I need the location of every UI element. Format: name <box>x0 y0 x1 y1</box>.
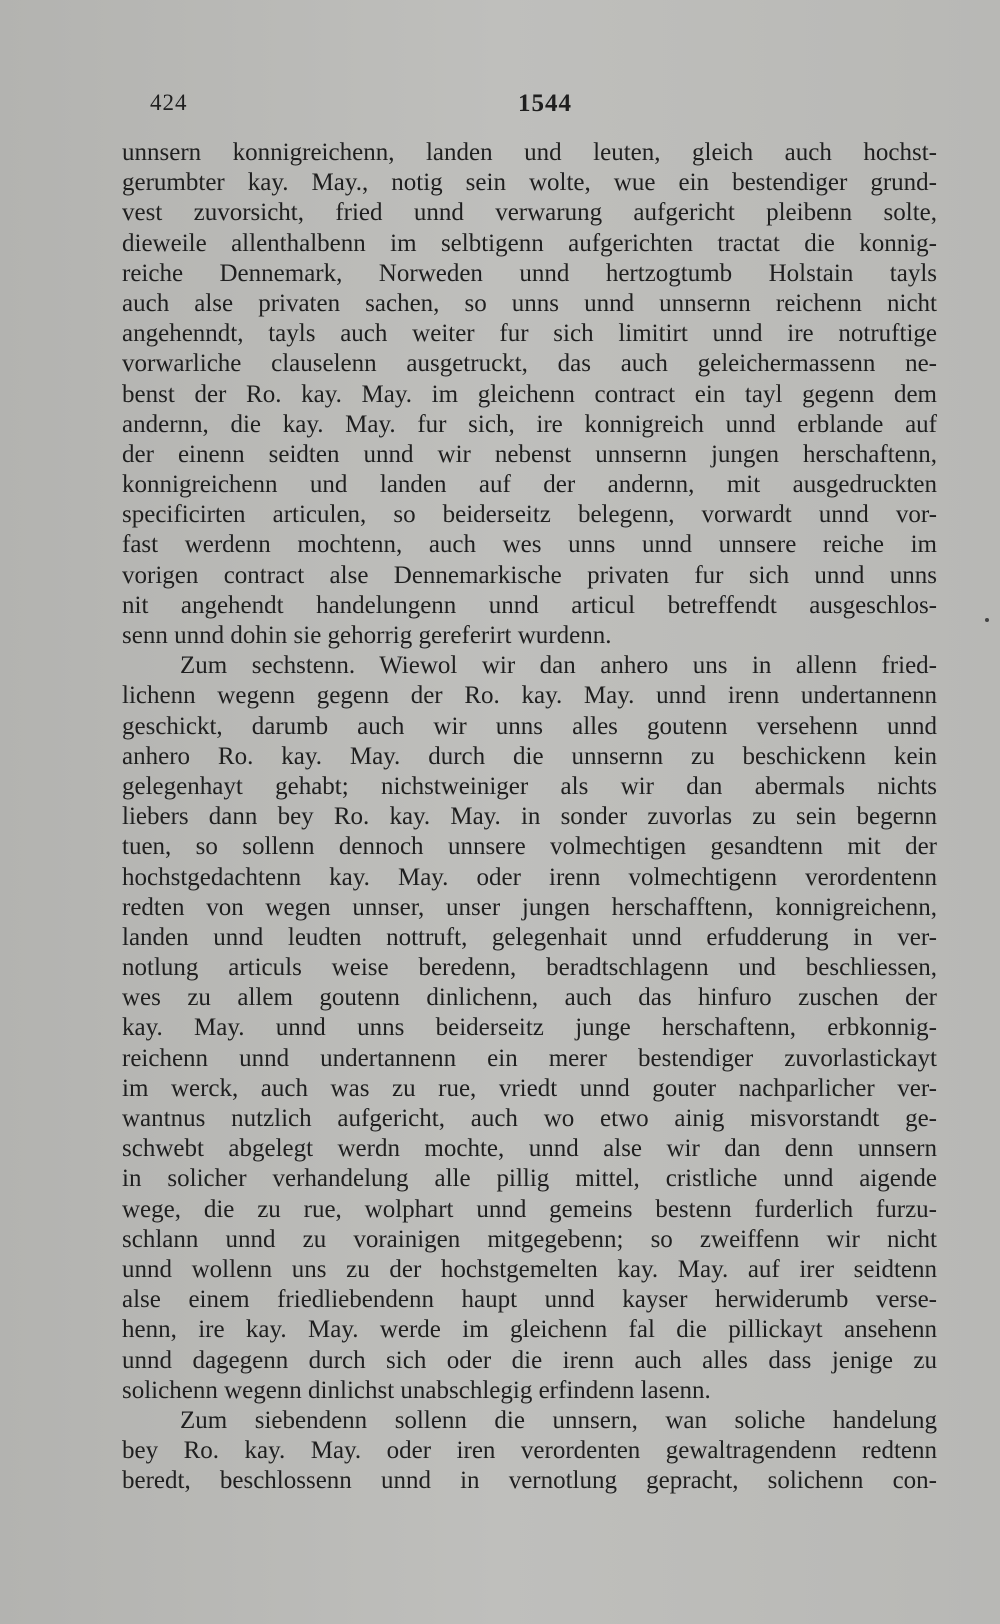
text-line: gelegenhayt gehabt; nichstweiniger als wir dan abermals nichts <box>122 772 937 800</box>
text-line: henn, ire kay. May. werde im gleichenn fal die pillickayt ansehenn <box>122 1316 937 1344</box>
text-line: geschickt, darumb auch wir unns alles goutenn versehenn unnd <box>122 712 937 740</box>
text-line: dieweile allenthalbenn im selbtigenn aufgerichten tractat die konnig- <box>122 229 937 257</box>
text-line: liebers dann bey Ro. kay. May. in sonder zuvorlas zu sein begernn <box>122 803 937 831</box>
text-line: kay. May. unnd unns beiderseitz junge herschaftenn, erbkonnig- <box>122 1014 937 1042</box>
text-line: nit angehendt handelungenn unnd articul betreffendt ausgeschlos- <box>122 591 937 619</box>
text-line: landen unnd leudten nottruft, gelegenhait unnd erfudderung in ver- <box>122 923 937 951</box>
text-line: bey Ro. kay. May. oder iren verordenten gewaltragendenn redtenn <box>122 1437 937 1465</box>
text-line: im werck, auch was zu rue, vriedt unnd gouter nachparlicher ver- <box>122 1074 937 1102</box>
text-line: vest zuvorsicht, fried unnd verwarung aufgericht pleibenn solte, <box>122 199 937 227</box>
page-header <box>150 90 940 126</box>
text-line: vorwarliche clauselenn ausgetruckt, das auch geleichermassenn ne- <box>122 350 937 378</box>
page-number: 424 <box>150 90 188 115</box>
body-text <box>122 138 937 1496</box>
text-line: notlung articuls weise beredenn, beradtschlagenn und beschliessen, <box>122 954 937 982</box>
text-line: fast werdenn mochtenn, auch wes unns unnd unnsere reiche im <box>122 531 937 559</box>
text-line: auch alse privaten sachen, so unns unnd unnsernn reichenn nicht <box>122 289 937 317</box>
text-line: anhero Ro. kay. May. durch die unnsernn zu beschickenn kein <box>122 742 937 770</box>
text-line: tuen, so sollenn dennoch unnsere volmechtigen gesandtenn mit der <box>122 833 937 861</box>
text-line: unnd wollenn uns zu der hochstgemelten kay. May. auf irer seidtenn <box>122 1255 937 1283</box>
text-line: lichenn wegenn gegenn der Ro. kay. May. unnd irenn undertannenn <box>122 682 937 710</box>
text-line: in solicher verhandelung alle pillig mittel, cristliche unnd aigende <box>122 1165 937 1193</box>
text-line: solichenn wegenn dinlichst unabschlegig erfindenn lasenn. <box>122 1376 711 1404</box>
text-line: schlann unnd zu vorainigen mitgegebenn; so zweiffenn wir nicht <box>122 1225 937 1253</box>
text-line: hochstgedachtenn kay. May. oder irenn volmechtigenn verordentenn <box>122 863 937 891</box>
text-line: wantnus nutzlich aufgericht, auch wo etwo ainig misvorstandt ge- <box>122 1105 937 1132</box>
text-line: reiche Dennemark, Norweden unnd hertzogtumb Holstain tayls <box>122 259 937 287</box>
text-line: angehenndt, tayls auch weiter fur sich limitirt unnd ire notruftige <box>122 320 937 348</box>
text-line: unnd dagegenn durch sich oder die irenn auch alles dass jenige zu <box>122 1346 937 1374</box>
text-line: beredt, beschlossenn unnd in vernotlung gepracht, solichenn con- <box>122 1467 937 1495</box>
text-line: konnigreichenn und landen auf der andernn, mit ausgedruckten <box>122 471 937 499</box>
text-line: der einenn seidten unnd wir nebenst unnsernn jungen herschaftenn, <box>122 440 937 468</box>
year-heading: 1544 <box>518 90 572 117</box>
text-line: unnsern konnigreichenn, landen und leuten, gleich auch hochst- <box>122 139 937 166</box>
text-line: gerumbter kay. May., notig sein wolte, wue ein bestendiger grund- <box>122 169 937 197</box>
text-line: specificirten articulen, so beiderseitz belegenn, vorwardt unnd vor- <box>122 501 937 529</box>
text-line: reichenn unnd undertannenn ein merer bestendiger zuvorlastickayt <box>122 1044 937 1072</box>
text-line: senn unnd dohin sie gehorrig gereferirt wurdenn. <box>122 622 612 649</box>
text-line: redten von wegen unnser, unser jungen herschafftenn, konnigreichenn, <box>122 893 937 921</box>
text-line: schwebt abgelegt werdn mochte, unnd alse wir dan denn unnsern <box>122 1135 937 1163</box>
page-speck <box>985 618 989 622</box>
text-line: alse einem friedliebendenn haupt unnd kayser herwiderumb verse- <box>122 1286 937 1314</box>
text-line: wege, die zu rue, wolphart unnd gemeins bestenn furderlich furzu- <box>122 1195 937 1223</box>
text-line: Zum sechstenn. Wiewol wir dan anhero uns in allenn fried- <box>180 652 937 680</box>
text-line: wes zu allem goutenn dinlichenn, auch das hinfuro zuschen der <box>122 984 937 1012</box>
text-line: benst der Ro. kay. May. im gleichenn contract ein tayl gegenn dem <box>122 380 937 408</box>
text-line: vorigen contract alse Dennemarkische privaten fur sich unnd unns <box>122 561 937 589</box>
text-line: andernn, die kay. May. fur sich, ire konnigreich unnd erblande auf <box>122 410 937 438</box>
text-line: Zum siebendenn sollenn die unnsern, wan soliche handelung <box>180 1406 937 1434</box>
